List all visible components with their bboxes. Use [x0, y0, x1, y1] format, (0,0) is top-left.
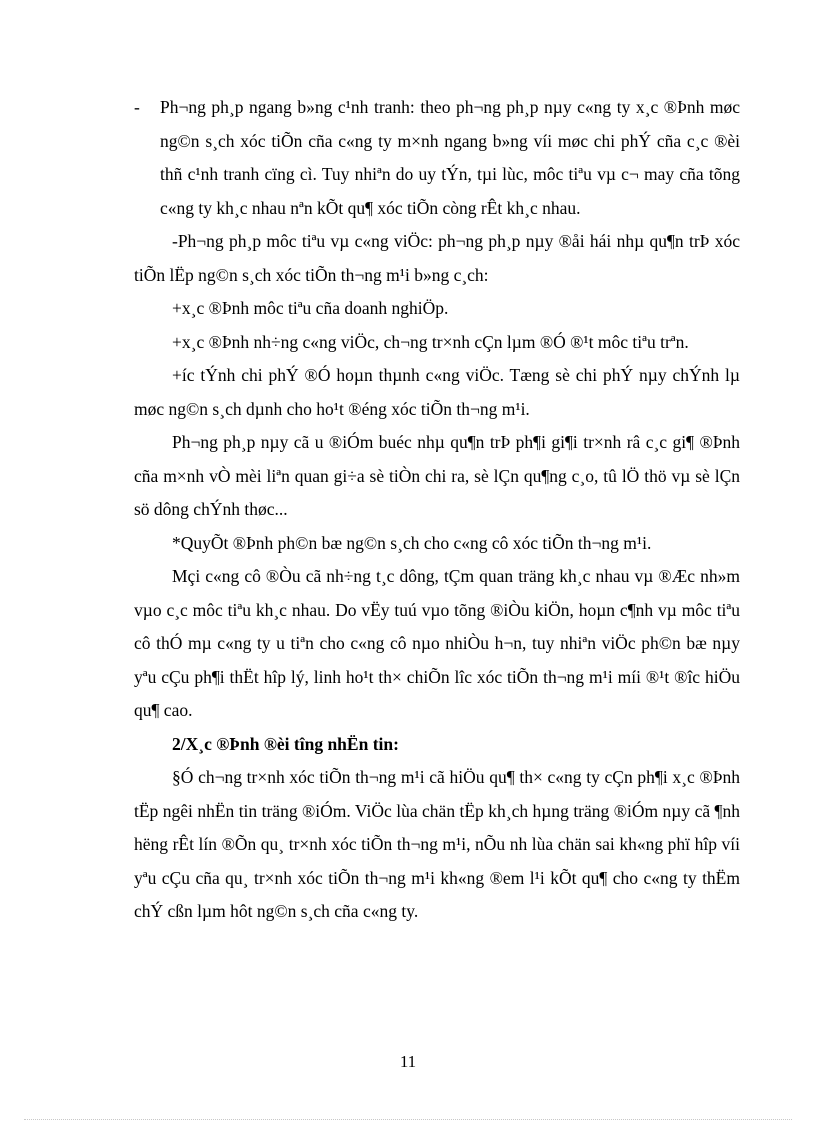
page-body: [134, 91, 740, 929]
list-item-step-2: +x¸c ®Þnh nh÷ng c«ng viÖc, ch¬ng tr×nh cÇn lµm ®Ó ®¹t môc tiªu trªn.: [172, 331, 689, 352]
bullet-paragraph-competitive-parity: [134, 91, 740, 225]
section-heading: 2/X¸c ®Þnh ®èi tîng nhËn tin:: [172, 733, 399, 754]
bullet-dash: -: [134, 97, 140, 117]
list-item-step-3: +íc tÝnh chi phÝ ®Ó hoµn thµnh c«ng viÖc. Tæng sè chi phÝ nµy chÝnh lµ møc ng©n s¸ch dµnh cho ho¹t ®éng xóc tiÕn th¬ng m¹i.: [134, 365, 740, 419]
list-item-step-1: +x¸c ®Þnh môc tiªu cña doanh nghiÖp.: [172, 298, 449, 318]
bullet-text: Ph¬ng ph¸p ngang b»ng c¹nh tranh: theo ph¬ng ph¸p nµy c«ng ty x¸c ®Þnh møc ng©n s¸ch xóc tiÕn cña c«ng ty m×nh ngang b»ng víi møc chi phÝ cña c¸c ®èi thñ c¹nh tranh cïng cì. Tuy nhiªn do uy tÝn, tµi lùc, môc tiªu vµ c¬ may cña tõng c«ng ty kh¸c nhau nªn kÕt qu¶ xóc tiÕn còng rÊt kh¸c nhau.: [160, 97, 740, 218]
paragraph-promotion-tools: Mçi c«ng cô ®Òu cã nh÷ng t¸c dông, tÇm quan träng kh¸c nhau vµ ®Æc nh»m vµo c¸c môc tiªu kh¸c nhau. Do vËy tuú vµo tõng ®iÒu kiÖn, hoµn c¶nh vµ môc tiªu cô thÓ mµ c«ng ty u tiªn cho c«ng cô nµo nhiÒu h¬n, tuy nhiªn viÖc ph©n bæ nµy yªu cÇu ph¶i thËt hîp lý, linh ho¹t th× chiÕn lîc xóc tiÕn th¬ng m¹i míi ®¹t ®îc hiÖu qu¶ cao.: [134, 566, 740, 720]
paragraph-budget-allocation: *QuyÕt ®Þnh ph©n bæ ng©n s¸ch cho c«ng cô xóc tiÕn th¬ng m¹i.: [172, 532, 652, 553]
paragraph-advantage: Ph¬ng ph¸p nµy cã u ®iÓm buéc nhµ qu¶n trÞ ph¶i gi¶i tr×nh râ c¸c gi¶ ®Þnh cña m×nh vÒ mèi liªn quan gi÷a sè tiÒn chi ra, sè lÇn qu¶ng c¸o, tû lÖ thö vµ sè lÇn sö dông chÝnh thøc...: [134, 432, 740, 519]
paragraph-objective-task-method: -Ph¬ng ph¸p môc tiªu vµ c«ng viÖc: ph¬ng ph¸p nµy ®åi hái nhµ qu¶n trÞ xóc tiÕn lËp ng©n s¸ch xóc tiÕn th¬ng m¹i b»ng c¸ch:: [134, 231, 740, 285]
page-number: 11: [399, 1052, 417, 1071]
paragraph-target-audience: §Ó ch¬ng tr×nh xóc tiÕn th¬ng m¹i cã hiÖu qu¶ th× c«ng ty cÇn ph¶i x¸c ®Þnh tËp ngêi nhËn tin träng ®iÓm. ViÖc lùa chän tËp kh¸ch hµng träng ®iÓm nµy cã ¶nh hëng rÊt lín ®Õn qu¸ tr×nh xóc tiÕn th¬ng m¹i, nÕu nh lùa chän sai kh«ng phï hîp víi yªu cÇu cña qu¸ tr×nh xóc tiÕn th¬ng m¹i kh«ng ®em l¹i kÕt qu¶ cho c«ng ty thËm chÝ cßn lµm hôt ng©n s¸ch cña c«ng ty.: [134, 767, 740, 921]
page-bottom-divider: [24, 1119, 792, 1120]
